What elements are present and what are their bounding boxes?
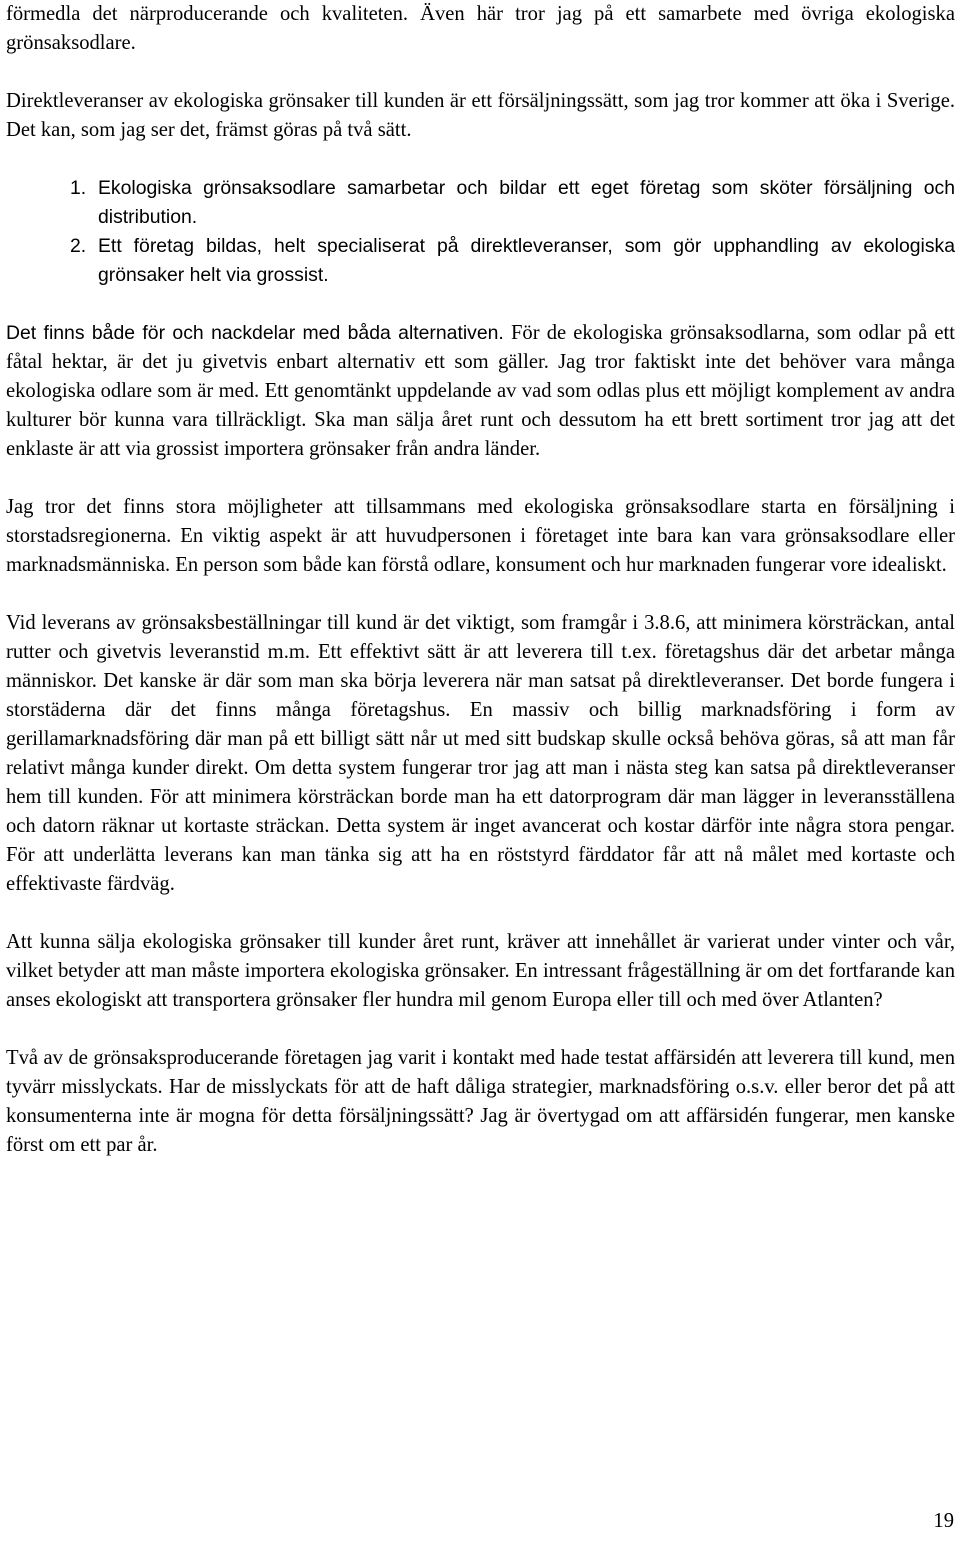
list-item-text: Ett företag bildas, helt specialiserat på direktleveranser, som gör upphandling av ekologiska grönsaker helt via grossist. — [98, 235, 955, 286]
paragraph-gap — [6, 899, 955, 928]
paragraph-delivery: Vid leverans av grönsaksbeställningar till kund är det viktigt, som framgår i 3.8.6, att minimera körsträckan, antal rutter och givetvis leveranstid m.m. Ett effektivt sätt är att leverera till t.ex. företagshus där det arbetar många människor. Det kanske är där som man ska börja leverera när man satsat på direktleveranser. Det borde fungera i storstäderna där det finns många företagshus. En massiv och billig marknadsföring i form av gerillamarknadsföring där man på ett billigt sätt når ut med sitt budskap skulle också behöva göras, så att man får relativt många kunder direkt. Om detta system fungerar tror jag att man i nästa steg kan satsa på direktleveranser hem till kunden. För att minimera körsträckan borde man ha ett datorprogram där man lägger in leveransställena och datorn räknar ut kortaste sträckan. Detta system är inget avancerat och kostar därför inte några stora pengar. För att underlätta leverans kan man tänka sig att ha en röststyrd färddator får att nå målet med kortaste och effektivaste färdväg. — [6, 612, 955, 895]
list-item-number: 1. — [70, 177, 87, 199]
paragraph-body: För de ekologiska grönsaksodlarna, som odlar på ett fåtal hektar, är det ju givetvis enbart alternativ ett som gäller. Jag tror faktiskt inte det behöver vara många ekologiska odlare som är med. Ett genomtänkt uppdelande av vad som odlas plus ett möjligt komplement av andra kulturer bör kunna vara tillräckligt. Ska man sälja året runt och dessutom ha ett brett sortiment tror jag att det enklaste är att via grossist importera grönsaker från andra länder. — [6, 322, 955, 460]
paragraph-gap — [6, 580, 955, 609]
paragraph-gap — [6, 1015, 955, 1044]
paragraph-direct-deliveries: Direktleveranser av ekologiska grönsaker till kunden är ett försäljningssätt, som jag tror kommer att öka i Sverige. Det kan, som jag ser det, främst göras på två sätt. — [6, 90, 955, 141]
list-item — [6, 174, 955, 232]
paragraph-intro: förmedla det närproducerande och kvaliteten. Även här tror jag på ett samarbete med övriga ekologiska grönsaksodlare. — [6, 3, 955, 54]
paragraph-import: Att kunna sälja ekologiska grönsaker till kunder året runt, kräver att innehållet är varierat under vinter och vår, vilket betyder att man måste importera ekologiska grönsaker. En intressant frågeställning är om det fortfarande kan anses ekologiskt att transportera grönsaker fler hundra mil genom Europa eller till och med över Atlanten? — [6, 931, 955, 1011]
paragraph-pros-cons — [6, 319, 955, 464]
document-page — [6, 0, 955, 1160]
paragraph-opportunities: Jag tror det finns stora möjligheter att tillsammans med ekologiska grönsaksodlare starta en försäljning i storstadsregionerna. En viktig aspekt är att huvudpersonen i företaget inte bara kan vara grönsaksodlare eller marknadsmänniska. En person som både kan förstå odlare, konsument och hur marknaden fungerar vore idealiskt. — [6, 496, 955, 576]
list-item-text: Ekologiska grönsaksodlare samarbetar och bildar ett eget företag som sköter försäljning och distribution. — [98, 177, 955, 228]
paragraph-gap — [6, 290, 955, 319]
paragraph-gap — [6, 145, 955, 174]
paragraph-conclusion: Två av de grönsaksproducerande företagen jag varit i kontakt med hade testat affärsidén att leverera till kund, men tyvärr misslyckats. Har de misslyckats för att de haft dåliga strategier, marknadsföring o.s.v. eller beror det på att konsumenterna inte är mogna för detta försäljningssätt? Jag är övertygad om att affärsidén fungerar, men kanske först om ett par år. — [6, 1047, 955, 1156]
list-item-number: 2. — [70, 235, 87, 257]
list-item — [6, 232, 955, 290]
paragraph-gap — [6, 58, 955, 87]
paragraph-gap — [6, 464, 955, 493]
paragraph-lead-sentence: Det finns både för och nackdelar med båda alternativen. — [6, 322, 504, 344]
page-number: 19 — [933, 1510, 954, 1532]
